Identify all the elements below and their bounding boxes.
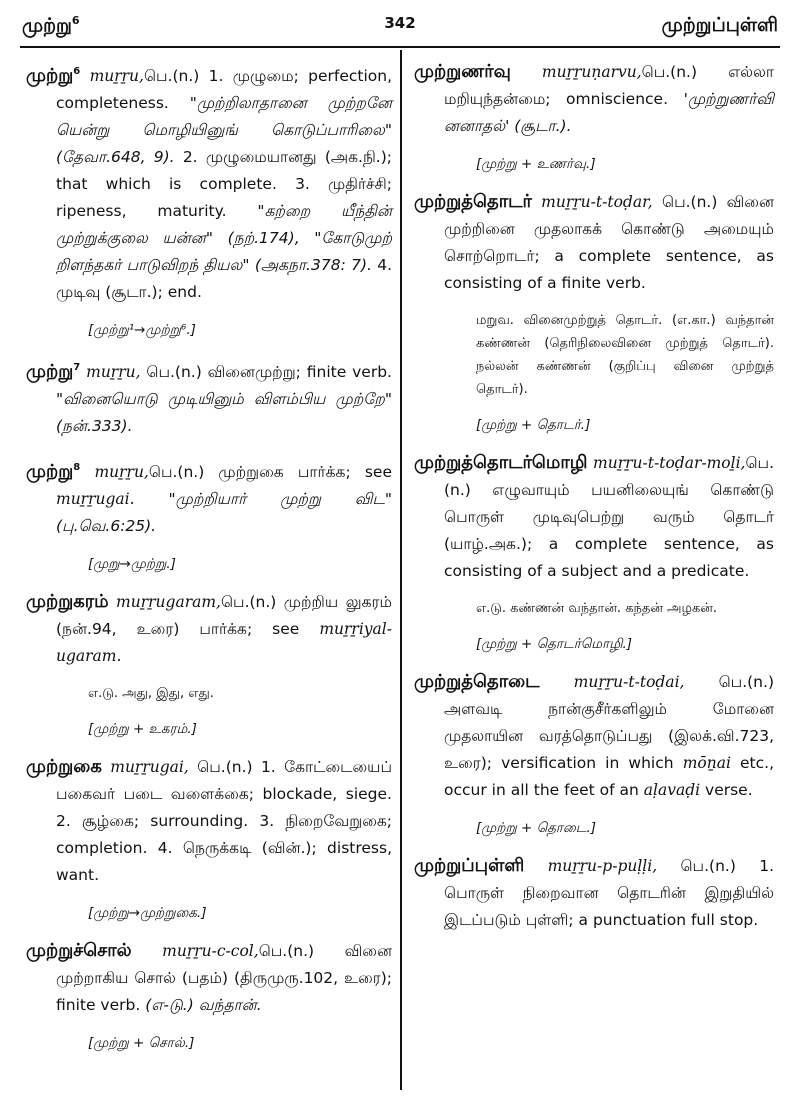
page-header [22,8,778,42]
etymology: [முறு→முற்று.] [88,556,176,572]
headword: முற்றுச்சொல் [26,940,132,961]
transliteration: muṟṟu, [94,463,149,481]
page-number: 342 [384,14,416,32]
example-note: மறுவ. வினைமுற்றுத் தொடர். (எ.கா.) வந்தான் கண்ணன் (தெரிநிலைவினை முற்றுத் தொடர்). நல்லன் கண்ணன் (குறிப்பு வினை முற்றுத் தொடர்). [476,313,774,397]
etymology: [முற்று¹→முற்று⁶.] [88,322,196,338]
etymology: [முற்று + தொடர்மொழி.] [476,636,633,652]
cross-reference: muṟṟiyal-ugaram. [56,620,392,665]
cross-reference: muṟṟugai. [56,490,135,508]
headword: முற்றுகை [26,756,102,777]
transliteration: muṟṟuṇarvu, [541,63,642,81]
transliteration: muṟṟu-t-toḍar-moḻi, [593,454,746,472]
definition: 4. முடிவு (சூடா.); end. [56,256,392,301]
spacer [26,440,392,454]
headword: முற்றுத்தொடை [414,671,540,692]
etymology: [முற்று + உணர்வு.] [476,156,596,172]
entry [26,937,392,1053]
citation: 'முற்றுணர்வி னனாதல்' (சூடா.). [444,90,774,135]
etymology: [முற்று + உகரம்.] [88,721,197,737]
entry [414,852,774,934]
transliteration: muṟṟugai, [110,758,189,776]
entry [26,58,392,340]
headword: முற்று$^6$ [26,65,81,86]
entry [414,668,774,838]
transliteration: muṟṟugaram, [116,593,221,611]
citation: "கற்றை யீந்தின் முற்றுக்குலை யன்ன" (நற்.174), "கோடுமுற் றிளந்தகர் பாடுவிறந் தியல" (அகநா.378: 7). [56,202,392,274]
definition: பெ.(n.) அளவடி நான்குசீர்களிலும் மோனை முதலாயின வரத்தொடுப்பது (இலக்.வி.723, உரை); versification in which [444,673,774,772]
headword: முற்று$^7$ [26,361,81,382]
transliteration: muṟṟu-c-col, [162,942,259,960]
transliteration: muṟṟu-t-toḍai, [573,673,685,691]
entry [414,188,774,435]
column-divider [400,50,402,1090]
example-note: எ.டு. கண்ணன் வந்தான். கந்தன் அழகன். [476,601,718,616]
headword: முற்றுத்தொடர்மொழி [414,452,588,473]
headword: முற்றுணர்வு [414,61,511,82]
definition: 2. முழுமையானது (அக.நி.); that which is complete. 3. முதிர்ச்சி; ripeness, maturity. [56,148,392,220]
entry [414,449,774,654]
definition: etc., occur in all the feet of an [444,754,775,799]
citation: "முற்றியார் முற்று விட" (பு.வெ.6:25). [56,490,392,535]
entry [26,354,392,454]
header-right-guide-word: முற்றுப்புள்ளி [661,14,778,36]
cross-reference: mōṉai [682,754,731,772]
transliteration: muṟṟu, [86,363,141,381]
etymology: [முற்று + தொடர்.] [476,417,591,433]
transliteration: muṟṟu, [89,67,144,85]
citation: "வினையொடு முடியினும் விளம்பிய முற்றே" (நன்.333). [56,390,392,435]
etymology: [முற்று + சொல்.] [88,1035,195,1051]
entry [26,753,392,923]
definition: பெ.(n.) 1. முழுமை; perfection, completeness. [56,67,393,112]
example-note: எ.டு. அது, இது, எது. [88,686,214,701]
left-column [26,58,392,1067]
definition: பெ.(n.) வினை முற்றினை முதலாகக் கொண்டு அமையும் சொற்றொடர்; a complete sentence, as consisting of a finite verb. [444,193,774,292]
definition: பெ.(n.) எழுவாயும் பயனிலையுங் கொண்டு பொருள் முடிவுபெற்று வரும் தொடர் (யாழ்.அக.); a complete sentence, as consisting of a subject and a predicate. [444,454,774,580]
definition: பெ.(n.) 1. பொருள் நிறைவான தொடரின் இறுதியில் இடப்படும் புள்ளி; a punctuation full stop. [444,857,774,929]
transliteration: muṟṟu-p-puḷḷi, [547,857,658,875]
etymology: [முற்று + தொடை.] [476,820,597,836]
definition: பெ.(n.) வினைமுற்று; finite verb. [140,363,392,381]
citation: (எ-டு.) வந்தான். [145,996,262,1014]
cross-reference: aḷavaḍi [643,781,701,799]
headword: முற்றுகரம் [26,591,109,612]
right-column [414,58,774,934]
headword: முற்றுத்தொடர் [414,191,532,212]
etymology: [முற்று→முற்றுகை.] [88,905,207,921]
header-left-guide-word: முற்று$^6$ [22,14,80,37]
definition: பெ.(n.) 1. கோட்டையைப் பகைவர் படை வளைக்கை; blockade, siege. 2. சூழ்கை; surrounding. 3. நிறைவேறுகை; completion. 4. நெருக்கடி (வின்.); distress, want. [56,758,392,884]
definition: பெ.(n.) முற்றிய லுகரம் (நன்.94, உரை) பார்க்க; see [56,593,392,638]
definition: பெ.(n.) எல்லா மறியுந்தன்மை; omniscience. [444,63,774,108]
definition: பெ.(n.) முற்றுகை பார்க்க; see [148,463,392,481]
transliteration: muṟṟu-t-toḍar, [541,193,653,211]
header-rule [20,46,780,48]
entry [26,588,392,739]
definition: verse. [700,781,753,799]
citation: "முற்றிலாதானை முற்றனே யென்று மொழியினுங் கொடுப்பாரிலை" (தேவா.648, 9). [56,94,392,166]
headword: முற்று$^8$ [26,461,81,482]
definition: பெ.(n.) வினை முற்றாகிய சொல் (பதம்) (திருமுரு.102, உரை); finite verb. [56,942,392,1014]
headword: முற்றுப்புள்ளி [414,855,525,876]
entry [26,454,392,574]
entry [414,58,774,174]
